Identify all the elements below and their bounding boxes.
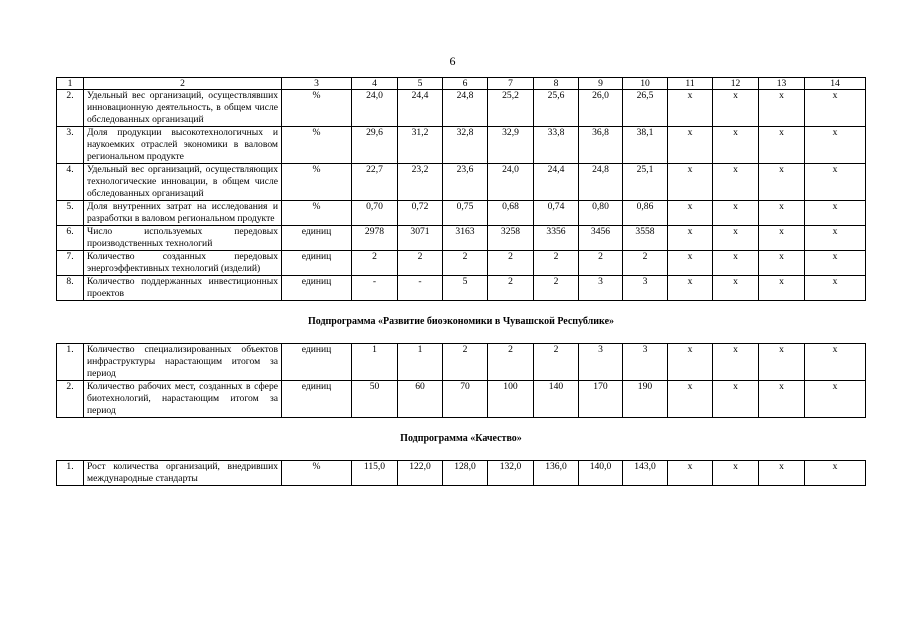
value-cell: x [668, 164, 713, 201]
column-header: 7 [488, 78, 534, 90]
row-number: 7. [57, 251, 84, 276]
value-cell: 3163 [443, 226, 488, 251]
value-cell: 140 [534, 381, 579, 418]
value-cell: x [668, 127, 713, 164]
value-cell: 36,8 [579, 127, 623, 164]
value-cell: 22,7 [352, 164, 398, 201]
value-cell: 23,6 [443, 164, 488, 201]
column-header: 5 [398, 78, 443, 90]
value-cell: 0,68 [488, 201, 534, 226]
table-row [57, 90, 866, 127]
value-cell: x [805, 381, 866, 418]
value-cell: 2 [623, 251, 668, 276]
value-cell: 132,0 [488, 461, 534, 486]
column-header: 10 [623, 78, 668, 90]
value-cell: 2 [488, 251, 534, 276]
value-cell: 3 [579, 276, 623, 301]
value-cell: 60 [398, 381, 443, 418]
value-cell: 2978 [352, 226, 398, 251]
table-row [57, 201, 866, 226]
unit-cell: единиц [282, 251, 352, 276]
value-cell: x [759, 251, 805, 276]
indicator-name: Удельный вес организаций, осуществлявших инновационную деятельность, в общем числе обследованных организаций [84, 90, 282, 127]
column-header: 6 [443, 78, 488, 90]
value-cell: - [398, 276, 443, 301]
indicator-name: Количество специализированных объектов инфраструктуры нарастающим итогом за период [84, 344, 282, 381]
value-cell: x [668, 201, 713, 226]
table-row [57, 381, 866, 418]
value-cell: 31,2 [398, 127, 443, 164]
value-cell: 24,4 [398, 90, 443, 127]
column-header: 1 [57, 78, 84, 90]
value-cell: x [759, 226, 805, 251]
value-cell: x [713, 164, 759, 201]
value-cell: x [713, 127, 759, 164]
column-header: 3 [282, 78, 352, 90]
row-number: 5. [57, 201, 84, 226]
value-cell: 3258 [488, 226, 534, 251]
value-cell: 1 [352, 344, 398, 381]
value-cell: 23,2 [398, 164, 443, 201]
value-cell: x [805, 90, 866, 127]
indicator-name: Количество поддержанных инвестиционных проектов [84, 276, 282, 301]
value-cell: 0,72 [398, 201, 443, 226]
column-numbers-row [57, 78, 866, 90]
unit-cell: единиц [282, 344, 352, 381]
value-cell: x [668, 344, 713, 381]
value-cell: x [759, 127, 805, 164]
value-cell: x [668, 276, 713, 301]
value-cell: 2 [488, 276, 534, 301]
value-cell: 0,74 [534, 201, 579, 226]
value-cell: 136,0 [534, 461, 579, 486]
value-cell: 24,0 [488, 164, 534, 201]
value-cell: 2 [534, 276, 579, 301]
value-cell: x [668, 381, 713, 418]
table-row [57, 461, 866, 486]
row-number: 3. [57, 127, 84, 164]
value-cell: x [759, 90, 805, 127]
value-cell: 143,0 [623, 461, 668, 486]
value-cell: 2 [488, 344, 534, 381]
value-cell: x [713, 461, 759, 486]
column-header: 12 [713, 78, 759, 90]
value-cell: x [668, 461, 713, 486]
value-cell: x [805, 127, 866, 164]
indicator-name: Доля внутренних затрат на исследования и разработки в валовом региональном продукте [84, 201, 282, 226]
indicator-name: Рост количества организаций, внедривших международные стандарты [84, 461, 282, 486]
value-cell: x [805, 251, 866, 276]
value-cell: x [805, 276, 866, 301]
row-number: 6. [57, 226, 84, 251]
value-cell: x [759, 276, 805, 301]
value-cell: 38,1 [623, 127, 668, 164]
value-cell: x [713, 344, 759, 381]
value-cell: 2 [579, 251, 623, 276]
value-cell: 26,5 [623, 90, 668, 127]
indicators-table [56, 77, 866, 486]
value-cell: 2 [534, 344, 579, 381]
value-cell: x [805, 201, 866, 226]
subprogram-heading-row [57, 301, 866, 344]
value-cell: x [713, 276, 759, 301]
value-cell: 100 [488, 381, 534, 418]
value-cell: x [759, 164, 805, 201]
column-header: 13 [759, 78, 805, 90]
value-cell: 70 [443, 381, 488, 418]
value-cell: 2 [443, 251, 488, 276]
value-cell: 122,0 [398, 461, 443, 486]
page-number: 6 [449, 54, 456, 68]
table-row [57, 127, 866, 164]
value-cell: 24,8 [443, 90, 488, 127]
value-cell: x [668, 226, 713, 251]
table-row [57, 226, 866, 251]
indicator-name: Количество созданных передовых энергоэффективных технологий (изделий) [84, 251, 282, 276]
row-number: 1. [57, 344, 84, 381]
value-cell: 0,80 [579, 201, 623, 226]
subprogram-title: Подпрограмма «Развитие биоэкономики в Чувашской Республике» [57, 301, 866, 344]
value-cell: 2 [443, 344, 488, 381]
value-cell: 25,2 [488, 90, 534, 127]
value-cell: 3 [579, 344, 623, 381]
subprogram-title: Подпрограмма «Качество» [57, 418, 866, 461]
value-cell: 24,0 [352, 90, 398, 127]
row-number: 8. [57, 276, 84, 301]
value-cell: x [805, 164, 866, 201]
value-cell: x [805, 461, 866, 486]
value-cell: 2 [352, 251, 398, 276]
value-cell: 2 [398, 251, 443, 276]
indicator-name: Количество рабочих мест, созданных в сфере биотехнологий, нарастающим итогом за период [84, 381, 282, 418]
indicator-name: Число используемых передовых производственных технологий [84, 226, 282, 251]
value-cell: 24,4 [534, 164, 579, 201]
column-header: 14 [805, 78, 866, 90]
value-cell: x [668, 251, 713, 276]
value-cell: 3456 [579, 226, 623, 251]
subprogram-heading-row [57, 418, 866, 461]
column-header: 9 [579, 78, 623, 90]
unit-cell: % [282, 164, 352, 201]
value-cell: 0,75 [443, 201, 488, 226]
value-cell: x [759, 344, 805, 381]
value-cell: 170 [579, 381, 623, 418]
value-cell: x [713, 251, 759, 276]
value-cell: 50 [352, 381, 398, 418]
indicator-name: Доля продукции высокотехнологичных и наукоемких отраслей экономики в валовом региональном продукте [84, 127, 282, 164]
unit-cell: % [282, 461, 352, 486]
value-cell: 2 [534, 251, 579, 276]
value-cell: x [759, 461, 805, 486]
value-cell: x [713, 381, 759, 418]
value-cell: x [668, 90, 713, 127]
value-cell: 32,8 [443, 127, 488, 164]
value-cell: 25,1 [623, 164, 668, 201]
value-cell: x [713, 201, 759, 226]
value-cell: 3 [623, 344, 668, 381]
table-row [57, 251, 866, 276]
value-cell: 29,6 [352, 127, 398, 164]
table-row [57, 164, 866, 201]
column-header: 4 [352, 78, 398, 90]
row-number: 2. [57, 90, 84, 127]
value-cell: 115,0 [352, 461, 398, 486]
unit-cell: % [282, 127, 352, 164]
column-header: 2 [84, 78, 282, 90]
row-number: 4. [57, 164, 84, 201]
value-cell: x [759, 201, 805, 226]
value-cell: x [713, 90, 759, 127]
table-row [57, 276, 866, 301]
row-number: 2. [57, 381, 84, 418]
value-cell: x [713, 226, 759, 251]
value-cell: 25,6 [534, 90, 579, 127]
unit-cell: единиц [282, 226, 352, 251]
row-number: 1. [57, 461, 84, 486]
value-cell: x [805, 344, 866, 381]
value-cell: 3 [623, 276, 668, 301]
value-cell: 26,0 [579, 90, 623, 127]
unit-cell: единиц [282, 381, 352, 418]
value-cell: 128,0 [443, 461, 488, 486]
value-cell: 3071 [398, 226, 443, 251]
unit-cell: единиц [282, 276, 352, 301]
value-cell: x [759, 381, 805, 418]
value-cell: 3356 [534, 226, 579, 251]
value-cell: 1 [398, 344, 443, 381]
column-header: 8 [534, 78, 579, 90]
value-cell: 32,9 [488, 127, 534, 164]
value-cell: 0,70 [352, 201, 398, 226]
value-cell: 5 [443, 276, 488, 301]
unit-cell: % [282, 201, 352, 226]
value-cell: 33,8 [534, 127, 579, 164]
value-cell: 140,0 [579, 461, 623, 486]
value-cell: 24,8 [579, 164, 623, 201]
value-cell: 0,86 [623, 201, 668, 226]
column-header: 11 [668, 78, 713, 90]
value-cell: 190 [623, 381, 668, 418]
indicator-name: Удельный вес организаций, осуществляющих технологические инновации, в общем числе обследованных организаций [84, 164, 282, 201]
value-cell: x [805, 226, 866, 251]
unit-cell: % [282, 90, 352, 127]
value-cell: - [352, 276, 398, 301]
table-row [57, 344, 866, 381]
value-cell: 3558 [623, 226, 668, 251]
